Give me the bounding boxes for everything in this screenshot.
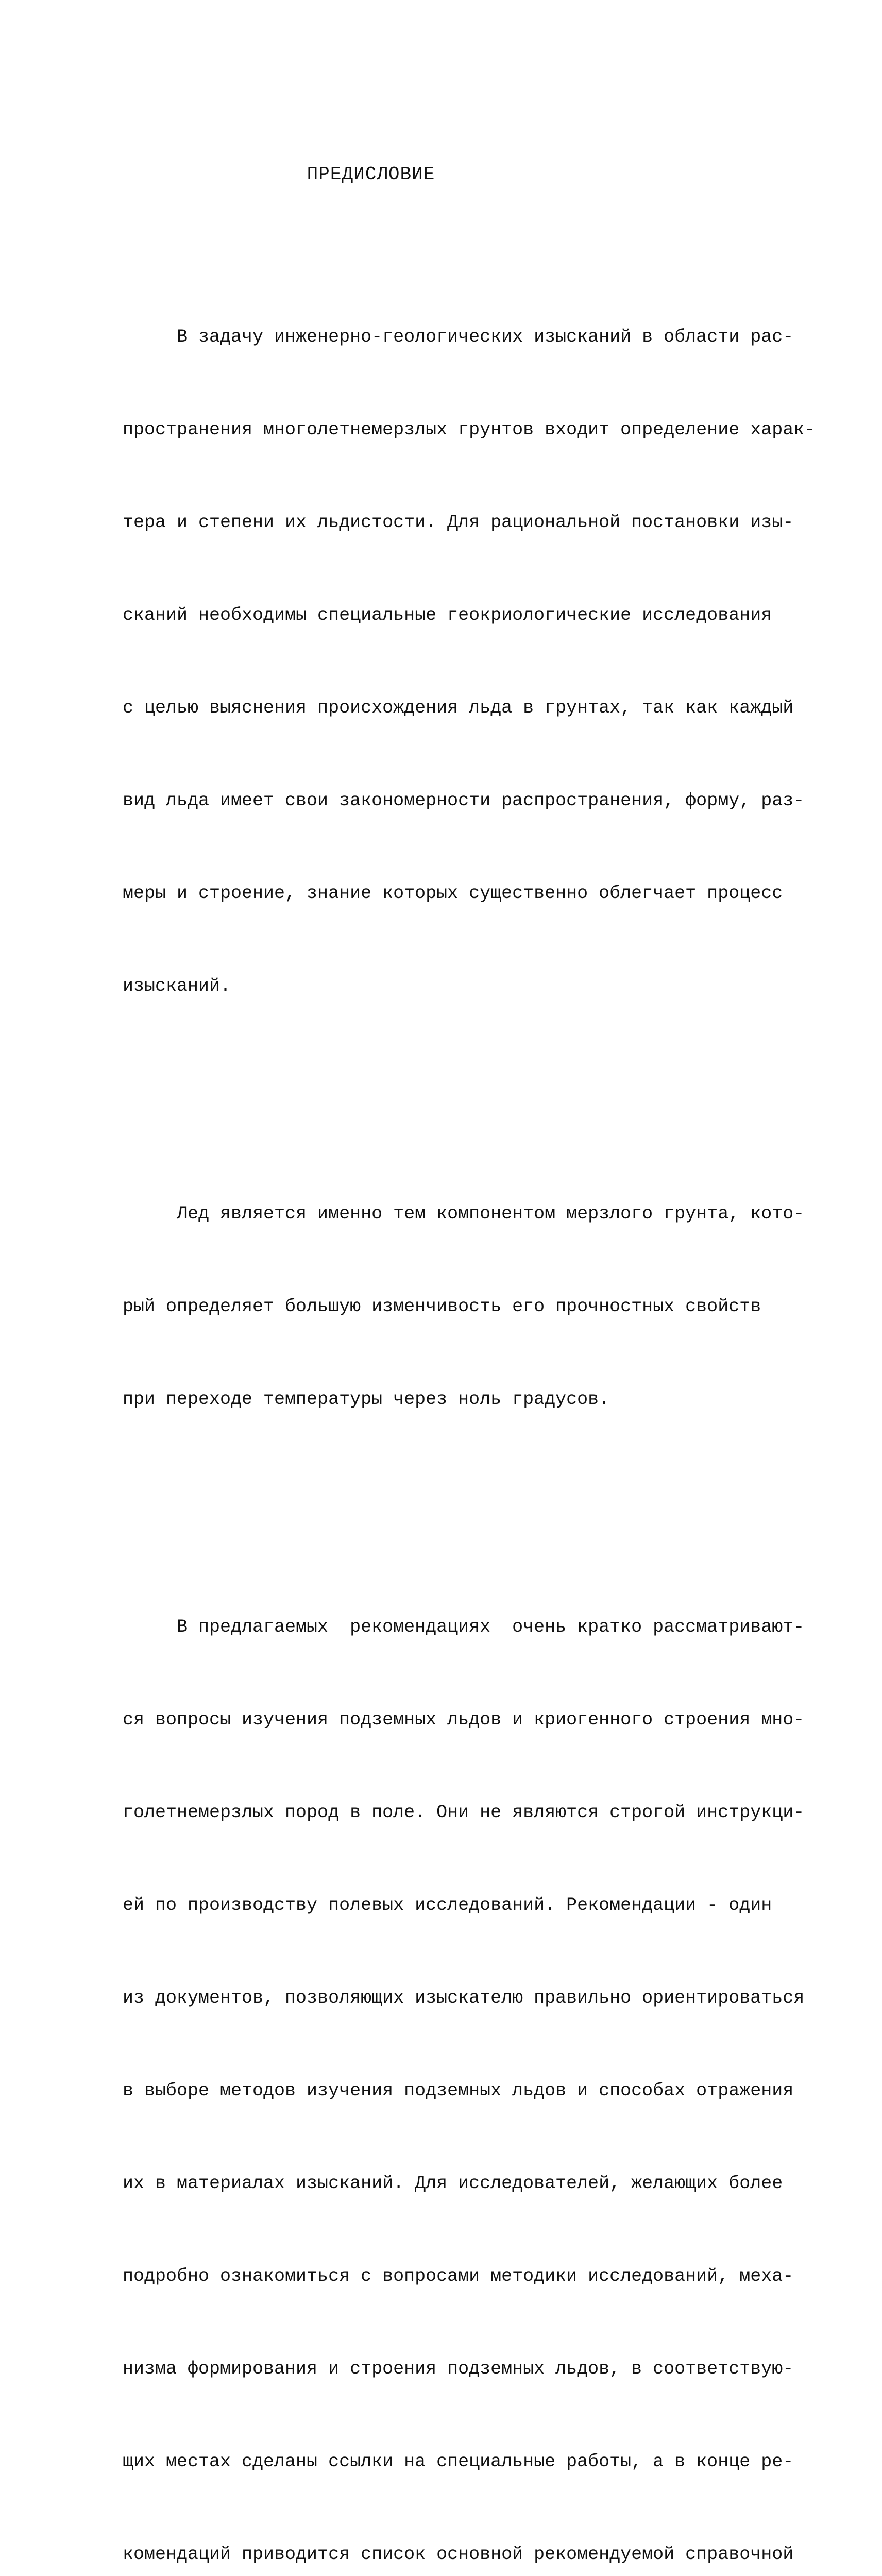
paragraph-1-line-5: с целью выяснения происхождения льда в грунтах, так как каждый [123, 698, 794, 718]
paragraph-spacer [123, 1063, 808, 1075]
paragraph-3-line-8: подробно ознакомиться с вопросами методики исследований, меха- [123, 2266, 794, 2286]
paragraph-1-line-7: меры и строение, знание которых существенно облегчает процесс [123, 883, 783, 904]
paragraph-2-line-3: при переходе температуры через ноль градусов. [123, 1389, 610, 1410]
paragraph-1-line-1: В задачу инженерно-геологических изысканий в области рас- [123, 327, 794, 347]
body-text [123, 229, 816, 2576]
paragraph-3-line-7: их в материалах изысканий. Для исследователей, желающих более [123, 2173, 783, 2194]
paragraph-3-line-4: ей по производству полевых исследований. Рекомендации - один [123, 1895, 772, 1916]
paragraph-1-line-8: изысканий. [123, 976, 231, 996]
paragraph-3-line-2: ся вопросы изучения подземных льдов и криогенного строения мно- [123, 1709, 805, 1730]
paragraph-1-line-3: тера и степени их льдистости. Для рациональной постановки изы- [123, 512, 794, 533]
paragraph-3-line-3: голетнемерзлых пород в поле. Они не являются строгой инструкци- [123, 1802, 805, 1823]
paragraph-3-line-10: щих местах сделаны ссылки на специальные работы, а в конце ре- [123, 2451, 794, 2472]
paragraph-3-line-1: В предлагаемых рекомендациях очень кратко рассматривают- [123, 1617, 805, 1637]
paragraph-3-line-9: низма формирования и строения подземных льдов, в соответствую- [123, 2359, 794, 2379]
paragraph-1-line-2: пространения многолетнемерзлых грунтов входит определение харак- [123, 419, 816, 440]
paragraph-3-line-11: комендаций приводится список основной рекомендуемой справочной [123, 2544, 794, 2565]
paragraph-2-line-1: Лед является именно тем компонентом мерзлого грунта, кото- [123, 1204, 805, 1224]
paragraph-3-line-5: из документов, позволяющих изыскателю правильно ориентироваться [123, 1988, 805, 2008]
paragraph-spacer [123, 1477, 808, 1488]
paragraph-1-line-6: вид льда имеет свои закономерности распространения, форму, раз- [123, 790, 805, 811]
page-title: ПРЕДИСЛОВИЕ [307, 164, 435, 185]
paragraph-1-line-4: сканий необходимы специальные геокриологические исследования [123, 605, 772, 625]
paragraph-3-line-6: в выборе методов изучения подземных льдов и способах отражения [123, 2080, 794, 2101]
paragraph-2-line-2: рый определяет большую изменчивость его прочностных свойств [123, 1296, 761, 1317]
